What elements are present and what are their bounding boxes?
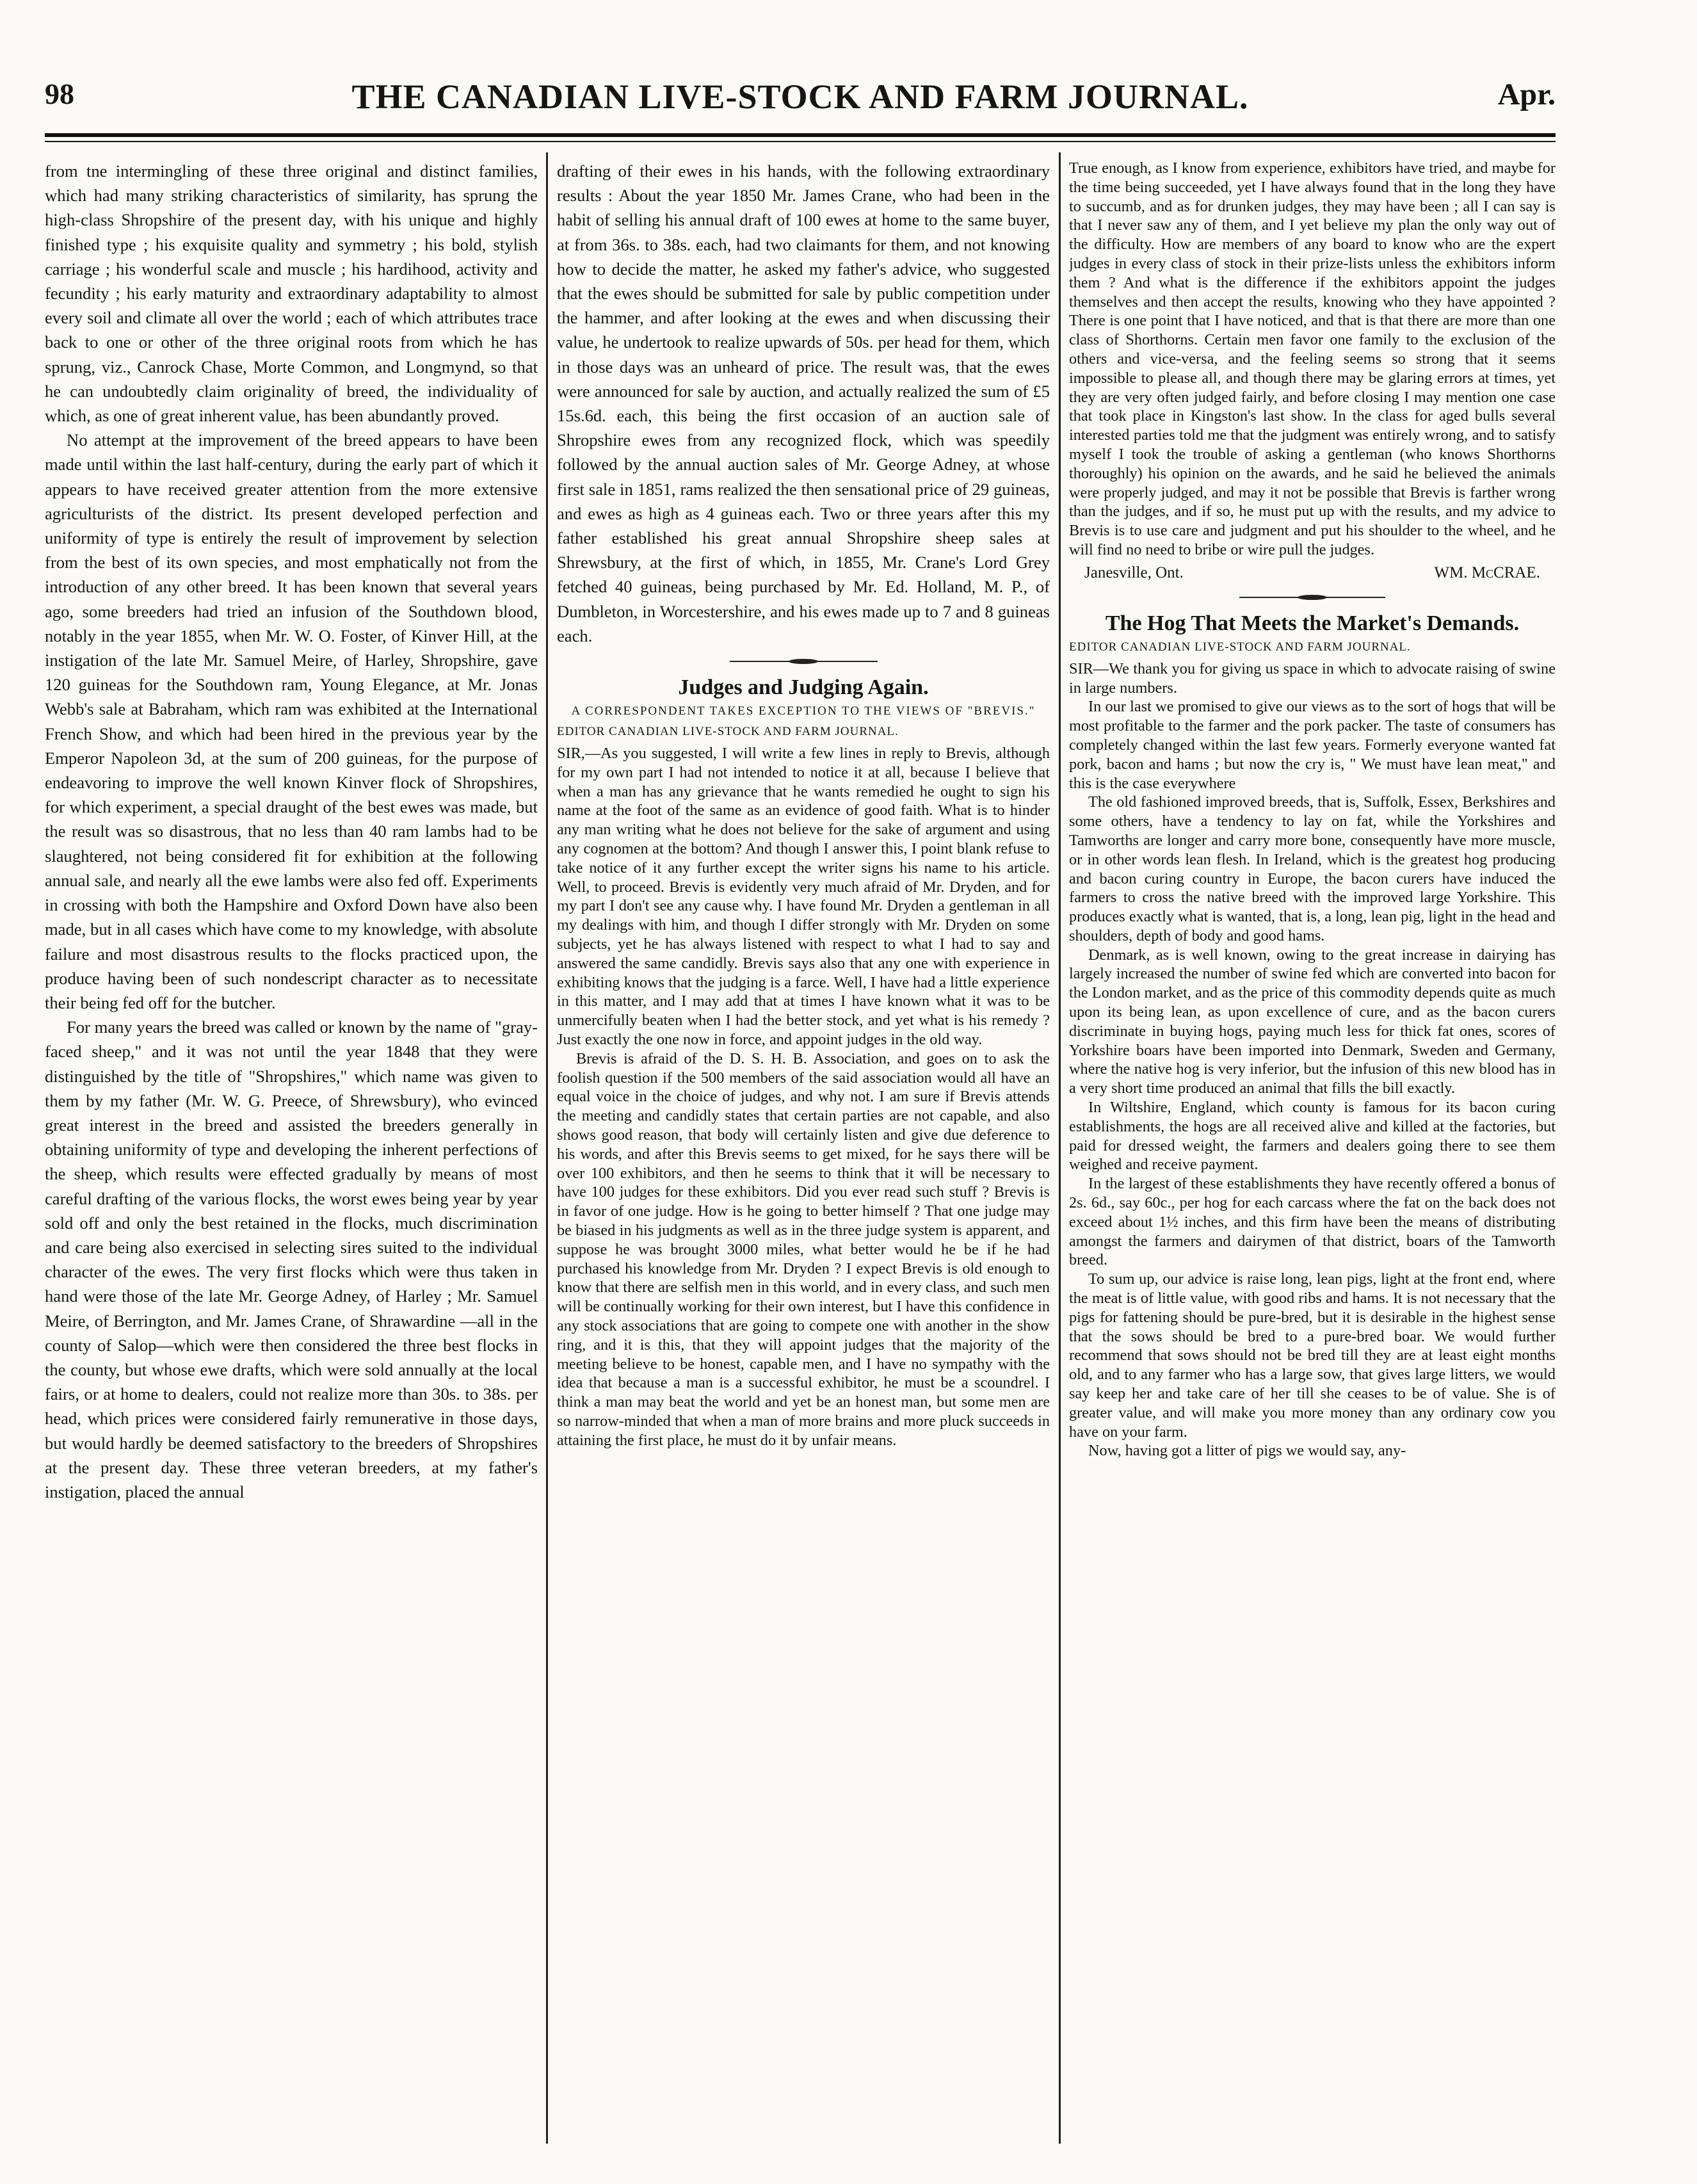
article-paragraph: No attempt at the improvement of the breed appears to have been made until within the last half-century, during the early part of which it appears to have received greater attention from the more extensive agriculturists of the district. Its present developed perfection and uniformity of type is entirely the result of improvement by selection from the best of its own species, and most emphatically not from the introduction of any other breed. It has been known that several years ago, some breeders had tried an infusion of the Southdown blood, notably in the year 1855, when Mr. W. O. Foster, of Kinver Hill, at the instigation of the late Mr. Samuel Meire, of Harley, Shropshire, gave 120 guineas for the Southdown ram, Young Elegance, at Mr. Jonas Webb's sale at Babraham, which ram was exhibited at the International French Show, and which had been hired in the previous year by the Emperor Napoleon 3d, at the sum of 200 guineas, for the purpose of endeavoring to improve the well known Kinver flock of Shropshires, for which experiment, a special draught of the best ewes was made, but the result was so disastrous, that no less than 40 ram lambs had to be slaughtered, not being considered fit for exhibition at the following annual sale, and nearly all the ewe lambs were also fed off. Experiments in crossing with both the Hampshire and Oxford Down have also been made, but in all cases which have come to my knowledge, with absolute failure and most disastrous results to the flocks practiced upon, the produce having been of such nondescript character as to necessitate their being fed off for the butcher. (45, 430, 538, 1012)
article-paragraph: Now, having got a litter of pigs we would say, any- (1088, 1442, 1406, 1460)
column-separator-2 (1059, 152, 1061, 2144)
article-paragraph: from tne intermingling of these three original and distinct families, which had many striking characteristics of similarity, has sprung the high-class Shropshire of the present day, with his unique and highly finished type ; his exquisite quality and symmetry ; his bold, stylish carriage ; his wonderful scale and muscle ; his hardihood, activity and fecundity ; his early maturity and extraordinary adaptability to almost every soil and climate all over the world ; each of which attributes trace back to one or other of the three original roots from which he has sprung, viz., Canrock Chase, Morte Common, and Longmynd, so that he can undoubtedly claim originality of breed, the individuality of which, as one of great inherent value, has been abundantly proved. (45, 161, 538, 426)
column-1 (45, 159, 538, 2144)
article-heading-judges: Judges and Judging Again. (678, 675, 929, 700)
letter-signature-line (1069, 562, 1556, 584)
editor-salutation: EDITOR CANADIAN LIVE-STOCK AND FARM JOURNAL. (557, 725, 899, 739)
article-paragraph: In Wiltshire, England, which county is famous for its bacon curing establishments, the hogs are all received alive and killed at the factories, but paid for dressed weight, the farmers and dealers going there to see them weighed and receive payment. (1069, 1099, 1556, 1174)
article-paragraph: The old fashioned improved breeds, that is, Suffolk, Essex, Berkshires and some others, have a tendency to lay on fat, while the Yorkshires and Tamworths are longer and carry more bone, consequently have more muscle, or in other words lean flesh. In Ireland, which is the greatest hog producing and bacon curing country in Europe, the bacon curers have induced the farmers to cross the native breed with the improved large Yorkshire. This produces exactly what is wanted, that is, a long, lean pig, light in the head and shoulders, depth of body and good hams. (1069, 793, 1556, 944)
article-paragraph: For many years the breed was called or known by the name of "gray-faced sheep," and it was not until the year 1848 that they were distinguished by the title of "Shropshires," which name was given to them by my father (Mr. W. G. Preece, of Shrewsbury), who evinced great interest in the breed and assisted the breeders generally in obtaining uniformity of type and developing the inherent perfections of the sheep, which results were effected gradually by means of most careful drafting of the various flocks, the worst ewes being year by year sold off and only the best retained in the flocks, much discrimination and care being also exercised in selecting sires suited to the individual character of the ewes. The very first flocks which were thus taken in hand were those of the late Mr. George Adney, of Harley ; Mr. Samuel Meire, of Berrington, and Mr. James Crane, of Shrawardine —all in the county of Salop—which were then considered the three best flocks in the county, but whose ewe drafts, which were sold annually at the local fairs, or at home to dealers, could not realize more than 30s. to 38s. per head, which prices were considered fairly remunerative in those days, but would hardly be deemed satisfactory to the breeders of Shropshires at the present day. These three veteran breeders, at my father's instigation, placed the annual (45, 1017, 538, 1501)
article-continuation: drafting of their ewes in his hands, with the following extraordinary results : About the year 1850 Mr. James Crane, who had been in the habit of selling his annual draft of 100 ewes at home to the same buyer, at from 36s. to 38s. each, had two claimants for them, and not knowing how to decide the matter, he asked my father's advice, who suggested that the ewes should be submitted for sale by public competition under the hammer, and after looking at the ewes and when discussing their value, he undertook to realize upwards of 50s. per head for them, which in those days was an unheard of price. The result was, that the ewes were announced for sale by auction, and actually realized the sum of £5 15s.6d. each, this being the first occasion of an auction sale of Shropshire ewes from any recognized flock, which was speedily followed by the annual auction sales of Mr. George Adney, at whose first sale in 1851, rams realized the then sensational price of 29 guineas, and ewes as high as 4 guineas each. Two or three years after this my father established his great annual Shropshire sheep sales at Shrewsbury, at the first of which, in 1855, Mr. Crane's Lord Grey fetched 40 guineas, being purchased by Mr. Ed. Holland, M. P., of Dumbleton, in Worcestershire, and his ewes made up to 7 and 8 guineas each. (557, 161, 1050, 645)
article-paragraph: Denmark, as is well known, owing to the great increase in dairying has largely increased the number of swine fed which are converted into bacon for the London market, and as the price of this commodity depends quite as much upon its being lean, as upon excellence of cure, and as the bacon curers discriminate in buying hogs, paying much less for thick fat ones, scores of Yorkshire boars have been imported into Denmark, Sweden and Germany, where the native hog is very inferior, but the infusion of this new blood has in a very short time produced an animal that fills the bill exactly. (1069, 946, 1556, 1097)
column-2 (557, 159, 1050, 2144)
letter-paragraph: SIR,—As you suggested, I will write a few lines in reply to Brevis, although for my own part I had not intended to notice it at all, because I believe that when a man has any grievance that he wants remedied he ought to sign his name at the foot of the same as an evidence of good faith. What is to hinder any man writing what he does not believe for the sake of argument and using any cognomen at the bottom? And though I answer this, I point blank refuse to take notice of it any further except the writer signs his name to his article. Well, to proceed. Brevis is evidently very much afraid of Mr. Dryden, and for my part I don't see any cause why. I have found Mr. Dryden a gentleman in all my dealings with him, and though I differ strongly with Mr. Dryden on some subjects, yet he has always listened with respect to what I had to say and answered the same candidly. Brevis says also that any one with experience in exhibiting knows that the judging is a farce. Well, I have had a little experience in this matter, and I may add that at times I have known what it was to be unmercifully beaten when I had the better stock, and yet what is his remedy ? Just exactly the one now in force, and appoint judges in the old way. (557, 745, 1050, 1049)
journal-title: THE CANADIAN LIVE-STOCK AND FARM JOURNAL. (351, 77, 1249, 116)
article-subheading: A CORRESPONDENT TAKES EXCEPTION TO THE VIEWS OF "BREVIS." (571, 704, 1036, 718)
header-rule-thin (45, 141, 1556, 142)
issue-month: Apr. (1497, 77, 1556, 111)
letter-place: Janesville, Ont. (1084, 563, 1184, 581)
page-number: 98 (45, 77, 74, 110)
article-paragraph: In the largest of these establishments they have recently offered a bonus of 2s. 6d., say 60c., per hog for each carcass where the fat on the back does not exceed about 1½ inches, and this firm have been the means of distributing amongst the farmers and dairymen of that district, boars of the Tamworth breed. (1069, 1175, 1556, 1269)
article-paragraph: In our last we promised to give our views as to the sort of hogs that will be most profitable to the farmer and the pork packer. The taste of consumers has completely changed within the last few years. Formerly everyone wanted fat pork, bacon and hams ; but now the cry is, " We must have lean meat," and this is the case everywhere (1069, 698, 1556, 792)
letter-continuation: True enough, as I know from experience, exhibitors have tried, and maybe for the time being succeeded, yet I have always found that in the long they have to succumb, and as for drunken judges, they may have been ; all I can say is that I never saw any of them, and I yet believe my plan the only way out of the difficulty. How are members of any board to know who are the expert judges in every class of stock in their prize-lists unless the exhibitors inform them ? And what is the difference if the exhibitors appoint the judges themselves and then accept the results, knowing who they have appointed ? There is one point that I have noticed, and that is that there are more than one class of Shorthorns. Certain men favor one family to the exclusion of the others and vice-versa, and the feeling seems so strong that it seems impossible to please all, and though there may be glaring errors at times, yet they are very often judged fairly, and before closing I may mention one case that took place in Kingston's last show. In the class for aged bulls several interested parties told me that the judgment was entirely wrong, and to satisfy myself I took the trouble of asking a gentleman (who knows Shorthorns thoroughly) his opinion on the awards, and he said he believed the animals were properly judged, and may it not be possible that Brevis is farther wrong than the judges, and if so, he must put up with the results, and my advice to Brevis is to use care and judgment and put his shoulder to the wheel, and he will find no need to bribe or wire pull the judges. (1069, 159, 1556, 558)
section-divider (1069, 590, 1556, 604)
letter-signature: WM. McCRAE. (1434, 563, 1540, 581)
newspaper-page (45, 77, 1556, 2145)
article-heading-hog: The Hog That Meets the Market's Demands. (1105, 611, 1520, 635)
header-rule-thick (45, 133, 1556, 137)
article-paragraph: SIR—We thank you for giving us space in which to advocate raising of swine in large numbers. (1069, 659, 1556, 697)
editor-salutation: EDITOR CANADIAN LIVE-STOCK AND FARM JOURNAL. (1069, 640, 1411, 654)
article-paragraph: To sum up, our advice is raise long, lean pigs, light at the front end, where the meat is of little value, with good ribs and hams. It is not necessary that the pigs for fattening should be pure-bred, but it is desirable in the highest sense that the sows should be bred to a pure-bred boar. We would further recommend that sows should not be bred till they are at least eight months old, and to any farmer who has a large sow, that gives large litters, we would say keep her and take care of her till she ceases to be of value. She is of greater value, and will make you more money than any ordinary cow you have on your farm. (1069, 1270, 1556, 1441)
letter-paragraph: Brevis is afraid of the D. S. H. B. Association, and goes on to ask the foolish question if the 500 members of the said association would all have an equal voice in the choice of judges, and why not. I am sure if Brevis attends the meeting and candidly states that certain parties are not capable, and also shows good reason, that body will certainly listen and give due deference to his words, and after this Brevis seems to get mixed, for he says there will be over 100 exhibitors, and then he seems to think that it will be necessary to have 100 judges for these exhibitors. Did you ever read such stuff ? Brevis is in favor of one judge. How is he going to better himself ? That one judge may be biased in his judgments as well as in the three judge system is apparent, and suppose he was brought 3000 miles, what better would he be if he had purchased his knowledge from Mr. Dryden ? I expect Brevis is old enough to know that there are selfish men in this world, and in every class, and such men will be continually working for their own interest, but I have this confidence in any stock associations that are going to compete one with another in the show ring, and it is this, that they will appoint judges that the majority of the meeting believe to be honest, capable men, and I have no sympathy with the idea that because a man is a successful exhibitor, he must be a scoundrel. I think a man may beat the world and yet be an honest man, but some men are so narrow-minded that when a man of more brains and more pluck succeeds in attaining the first place, he must do it by unfair means. (557, 1049, 1050, 1449)
page-header (45, 77, 1556, 122)
column-separator-1 (546, 152, 548, 2144)
column-3 (1069, 159, 1556, 2144)
section-divider (557, 654, 1050, 668)
